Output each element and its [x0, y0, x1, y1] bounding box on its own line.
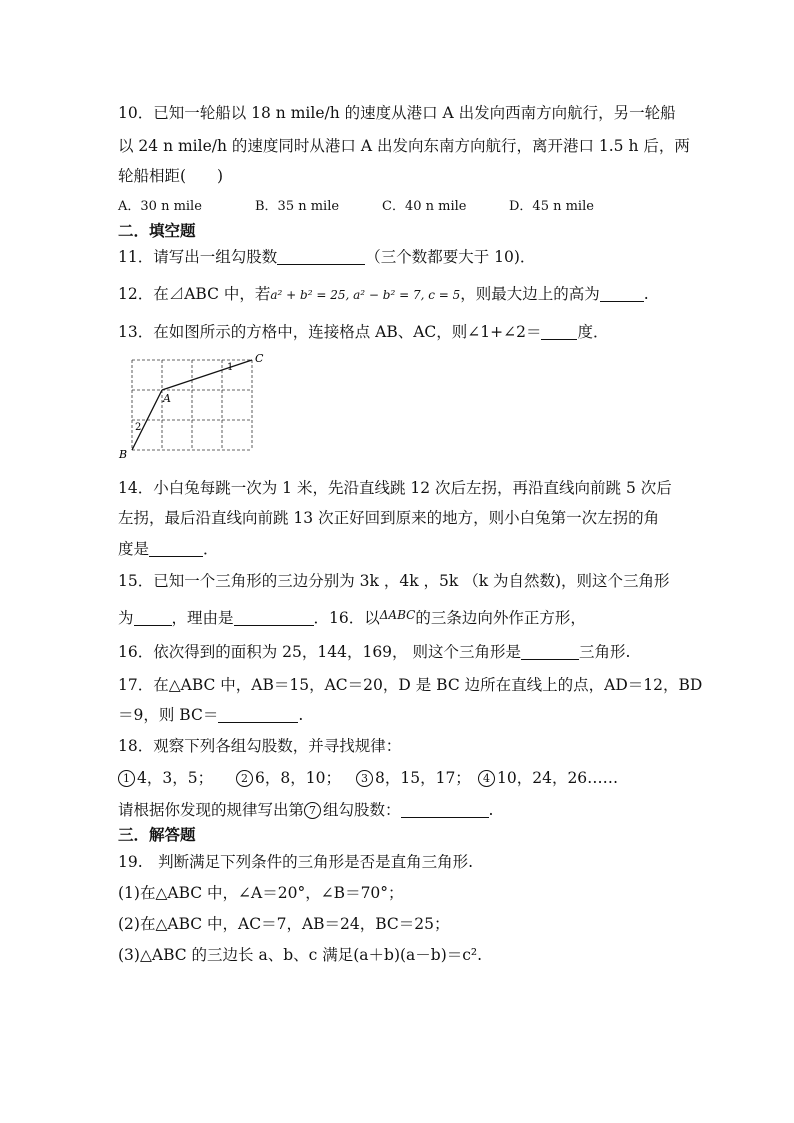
q11-text: 11．请写出一组勾股数 — [118, 248, 278, 266]
q17-line2 — [118, 705, 303, 725]
q19-line2: (1)在△ABC 中，∠A＝20°，∠B＝70°； — [118, 884, 404, 902]
q18-end: . — [488, 801, 494, 819]
label-a: A — [163, 392, 171, 405]
circled-number: 7 — [304, 802, 321, 819]
q10-option-a: A．30 n mile — [118, 199, 202, 214]
q12-question: ，则最大边上的高为 — [460, 285, 600, 303]
q18-item-text: 6，8，10； — [255, 769, 341, 787]
label-angle-2: 2 — [135, 422, 142, 433]
q18-text-mid: 组勾股数： — [323, 801, 401, 819]
q14-line2: 左拐，最后沿直线向前跳 13 次正好回到原来的地方，则小白兔第一次左拐的角 — [118, 509, 660, 527]
q15-text-b: ，理由是 — [171, 609, 234, 627]
q18-item-4 — [478, 768, 618, 788]
label-c: C — [255, 352, 264, 365]
q15-blank-2 — [234, 609, 314, 626]
q15-text-d: 的三条边向外作正方形， — [415, 609, 586, 627]
q12-blank — [600, 285, 644, 302]
q13-blank — [541, 323, 577, 340]
q18-item-text: 4，3，5； — [137, 769, 214, 787]
q13-text: 13．在如图所示的方格中，连接格点 AB、AC，则∠1+∠2＝ — [118, 323, 542, 341]
q17-end: . — [298, 706, 304, 724]
section-2-heading: 二．填空题 — [118, 221, 196, 240]
q10-options — [118, 197, 594, 217]
q15-text-a: 为 — [118, 609, 134, 627]
label-b: B — [119, 448, 128, 460]
q11-note: （三个数都要大于 10)． — [365, 248, 536, 266]
q10-option-b: B．35 n mile — [255, 199, 340, 214]
q17-blank — [218, 706, 298, 723]
q11-blank — [277, 248, 365, 265]
q12 — [118, 284, 649, 305]
q10-line1: 10．已知一轮船以 18 n mile/h 的速度从港口 A 出发向西南方向航行，另一轮船 — [118, 104, 676, 122]
q19-line4: (3)△ABC 的三边长 a、b、c 满足(a＋b)(a－b)＝c². — [118, 946, 483, 964]
section-3-heading: 三．解答题 — [118, 825, 196, 844]
q12-formula: a² + b² = 25, a² − b² = 7, c = 5 — [270, 288, 461, 302]
q12-text: 12．在⊿ABC 中，若 — [118, 285, 271, 303]
q14-blank — [149, 540, 203, 557]
q18-item-3 — [356, 768, 478, 788]
q15-triangle: ΔABC — [379, 608, 416, 622]
circled-number: 2 — [236, 770, 253, 787]
q14-line1: 14．小白兔每跳一次为 1 米，先沿直线跳 12 次后左拐，再沿直线向前跳 5 次后 — [118, 479, 672, 497]
circled-number: 4 — [478, 770, 495, 787]
q18-item-text: 8，15，17； — [375, 769, 471, 787]
q18-items — [118, 768, 618, 788]
q16-blank — [521, 643, 579, 660]
q16-text: 16．依次得到的面积为 25，144，169， 则这个三角形是 — [118, 643, 521, 661]
q15-blank-1 — [134, 609, 172, 626]
grid-lines — [132, 360, 252, 450]
q18-blank — [401, 801, 489, 818]
q16-end: 三角形. — [578, 643, 631, 661]
q10-line3: 轮船相距( ) — [118, 167, 224, 185]
q13 — [118, 322, 609, 342]
grid-figure — [115, 350, 265, 460]
q10-option-d: D．45 n mile — [509, 199, 594, 214]
q17-line1: 17．在△ABC 中，AB＝15，AC＝20，D 是 BC 边所在直线上的点，AD＝12，BD — [118, 676, 703, 694]
q10-line2: 以 24 n mile/h 的速度同时从港口 A 出发向东南方向航行，离开港口 1.5 h 后，两 — [118, 137, 690, 155]
q15-text-c: ．16．以 — [313, 609, 380, 627]
q18-item-2 — [236, 768, 356, 788]
q11 — [118, 247, 535, 267]
label-angle-1: 1 — [227, 362, 234, 373]
q15-line2 — [118, 605, 586, 628]
q18-text: 请根据你发现的规律写出第 — [118, 801, 305, 819]
q15-line1: 15．已知一个三角形的三边分别为 3k ，4k ，5k （k 为自然数)，则这个三角形 — [118, 572, 670, 590]
q14-line3 — [118, 539, 219, 559]
q18-line3 — [118, 800, 493, 820]
q16 — [118, 642, 630, 662]
q13-unit: 度． — [577, 323, 609, 341]
segment-ac — [162, 360, 252, 390]
q19-line3: (2)在△ABC 中，AC＝7，AB＝24，BC＝25； — [118, 915, 450, 933]
q18-line1: 18．观察下列各组勾股数，并寻找规律： — [118, 737, 402, 755]
circled-number: 3 — [356, 770, 373, 787]
q17-text: ＝9，则 BC＝ — [118, 706, 219, 724]
q14-text: 度是 — [118, 540, 150, 558]
q12-end: . — [643, 285, 649, 303]
q14-end: ． — [203, 540, 219, 558]
q18-item-text: 10，24，26…… — [497, 769, 619, 787]
circled-number: 1 — [118, 770, 135, 787]
q10-option-c: C．40 n mile — [382, 199, 467, 214]
q18-item-1 — [118, 768, 236, 788]
q19-line1: 19. 判断满足下列条件的三角形是否是直角三角形. — [118, 853, 474, 871]
